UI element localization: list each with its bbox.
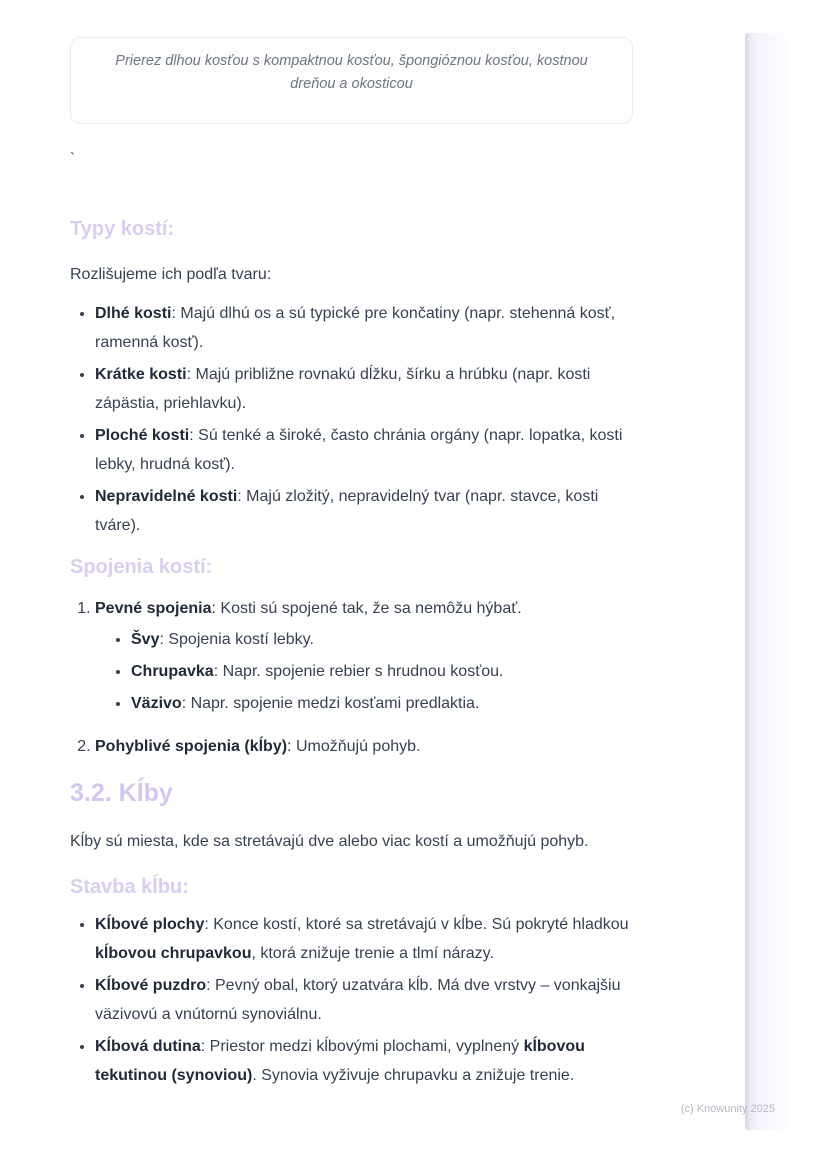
text-run: : Umožňujú pohyb. bbox=[287, 738, 421, 755]
text-run: : Konce kostí, ktoré sa stretávajú v kĺbe. Sú pokryté hladkou bbox=[204, 916, 629, 933]
text-run: : Kosti sú spojené tak, že sa nemôžu hýbať. bbox=[211, 600, 522, 617]
sub-list bbox=[95, 625, 633, 718]
text-run: : Pevný obal, ktorý uzatvára kĺb. Má dve vrstvy – vonkajšiu väzivovú a vnútornú synoviálnu. bbox=[95, 977, 621, 1023]
list-item bbox=[95, 1032, 633, 1090]
section-heading-stavba-klbu: Stavba kĺbu: bbox=[70, 876, 189, 898]
list-item bbox=[95, 421, 633, 479]
term-bold: kĺbovou tekutinou (synoviou) bbox=[95, 1038, 585, 1084]
text-run: : Spojenia kostí lebky. bbox=[159, 631, 314, 648]
term-bold: Dlhé kosti bbox=[95, 305, 172, 322]
list-item bbox=[95, 299, 633, 357]
term-bold: Kĺbové puzdro bbox=[95, 977, 207, 994]
term-bold: kĺbovou chrupavkou bbox=[95, 945, 252, 962]
section-heading-typy-kosti: Typy kostí: bbox=[70, 218, 175, 240]
document-page bbox=[70, 37, 633, 1093]
list-item bbox=[131, 657, 633, 686]
term-bold: Pevné spojenia bbox=[95, 600, 212, 617]
text-run: : Majú zložitý, nepravidelný tvar (napr. stavce, kosti tváre). bbox=[95, 488, 599, 534]
typy-kosti-list bbox=[70, 299, 633, 540]
term-bold: Nepravidelné kosti bbox=[95, 488, 238, 505]
figure-caption-text: Prierez dlhou kosťou s kompaktnou kosťou, špongióznou kosťou, kostnou dreňou a okosticou bbox=[115, 53, 588, 92]
stavba-klbu-list bbox=[70, 910, 633, 1090]
term-bold: Kĺbová dutina bbox=[95, 1038, 201, 1055]
list-item bbox=[95, 360, 633, 418]
list-item bbox=[95, 971, 633, 1029]
text-run: : Priestor medzi kĺbovými plochami, vyplnený bbox=[200, 1038, 524, 1055]
term-bold: Kĺbové plochy bbox=[95, 916, 205, 933]
figure-caption-box bbox=[70, 37, 633, 124]
page-edge-strip bbox=[745, 33, 795, 1130]
text-run: : Napr. spojenie medzi kosťami predlaktia. bbox=[181, 695, 480, 712]
term-bold: Chrupavka bbox=[131, 663, 214, 680]
text-run: . Synovia vyživuje chrupavku a znižuje trenie. bbox=[252, 1067, 575, 1084]
list-item bbox=[131, 625, 633, 654]
text-run: , ktorá znižuje trenie a tlmí nárazy. bbox=[251, 945, 494, 962]
text-run: : Majú približne rovnakú dĺžku, šírku a hrúbku (napr. kosti zápästia, priehlavku). bbox=[95, 366, 591, 412]
list-item bbox=[95, 594, 633, 718]
term-bold: Krátke kosti bbox=[95, 366, 187, 383]
text-run: : Sú tenké a široké, často chránia orgány (napr. lopatka, kosti lebky, hrudná kosť). bbox=[95, 427, 623, 473]
text-run: : Majú dlhú os a sú typické pre končatiny (napr. stehenná kosť, ramenná kosť). bbox=[95, 305, 616, 351]
list-item bbox=[95, 482, 633, 540]
term-bold: Ploché kosti bbox=[95, 427, 190, 444]
stray-backtick: ` bbox=[70, 150, 75, 167]
paragraph-typy-intro: Rozlišujeme ich podľa tvaru: bbox=[70, 266, 272, 283]
term-bold: Pohyblivé spojenia (kĺby) bbox=[95, 738, 288, 755]
paragraph-klby-intro: Kĺby sú miesta, kde sa stretávajú dve alebo viac kostí a umožňujú pohyb. bbox=[70, 833, 589, 850]
section-heading-spojenia-kosti: Spojenia kostí: bbox=[70, 556, 213, 578]
term-bold: Švy bbox=[131, 631, 160, 648]
chapter-heading-klby: 3.2. Kĺby bbox=[70, 779, 173, 807]
copyright-notice: (c) Knowunity 2025 bbox=[680, 1103, 775, 1115]
list-item bbox=[95, 910, 633, 968]
list-item bbox=[131, 689, 633, 718]
spojenia-kosti-list bbox=[70, 594, 633, 761]
term-bold: Väzivo bbox=[131, 695, 182, 712]
text-run: : Napr. spojenie rebier s hrudnou kosťou. bbox=[213, 663, 504, 680]
list-item bbox=[95, 732, 633, 761]
